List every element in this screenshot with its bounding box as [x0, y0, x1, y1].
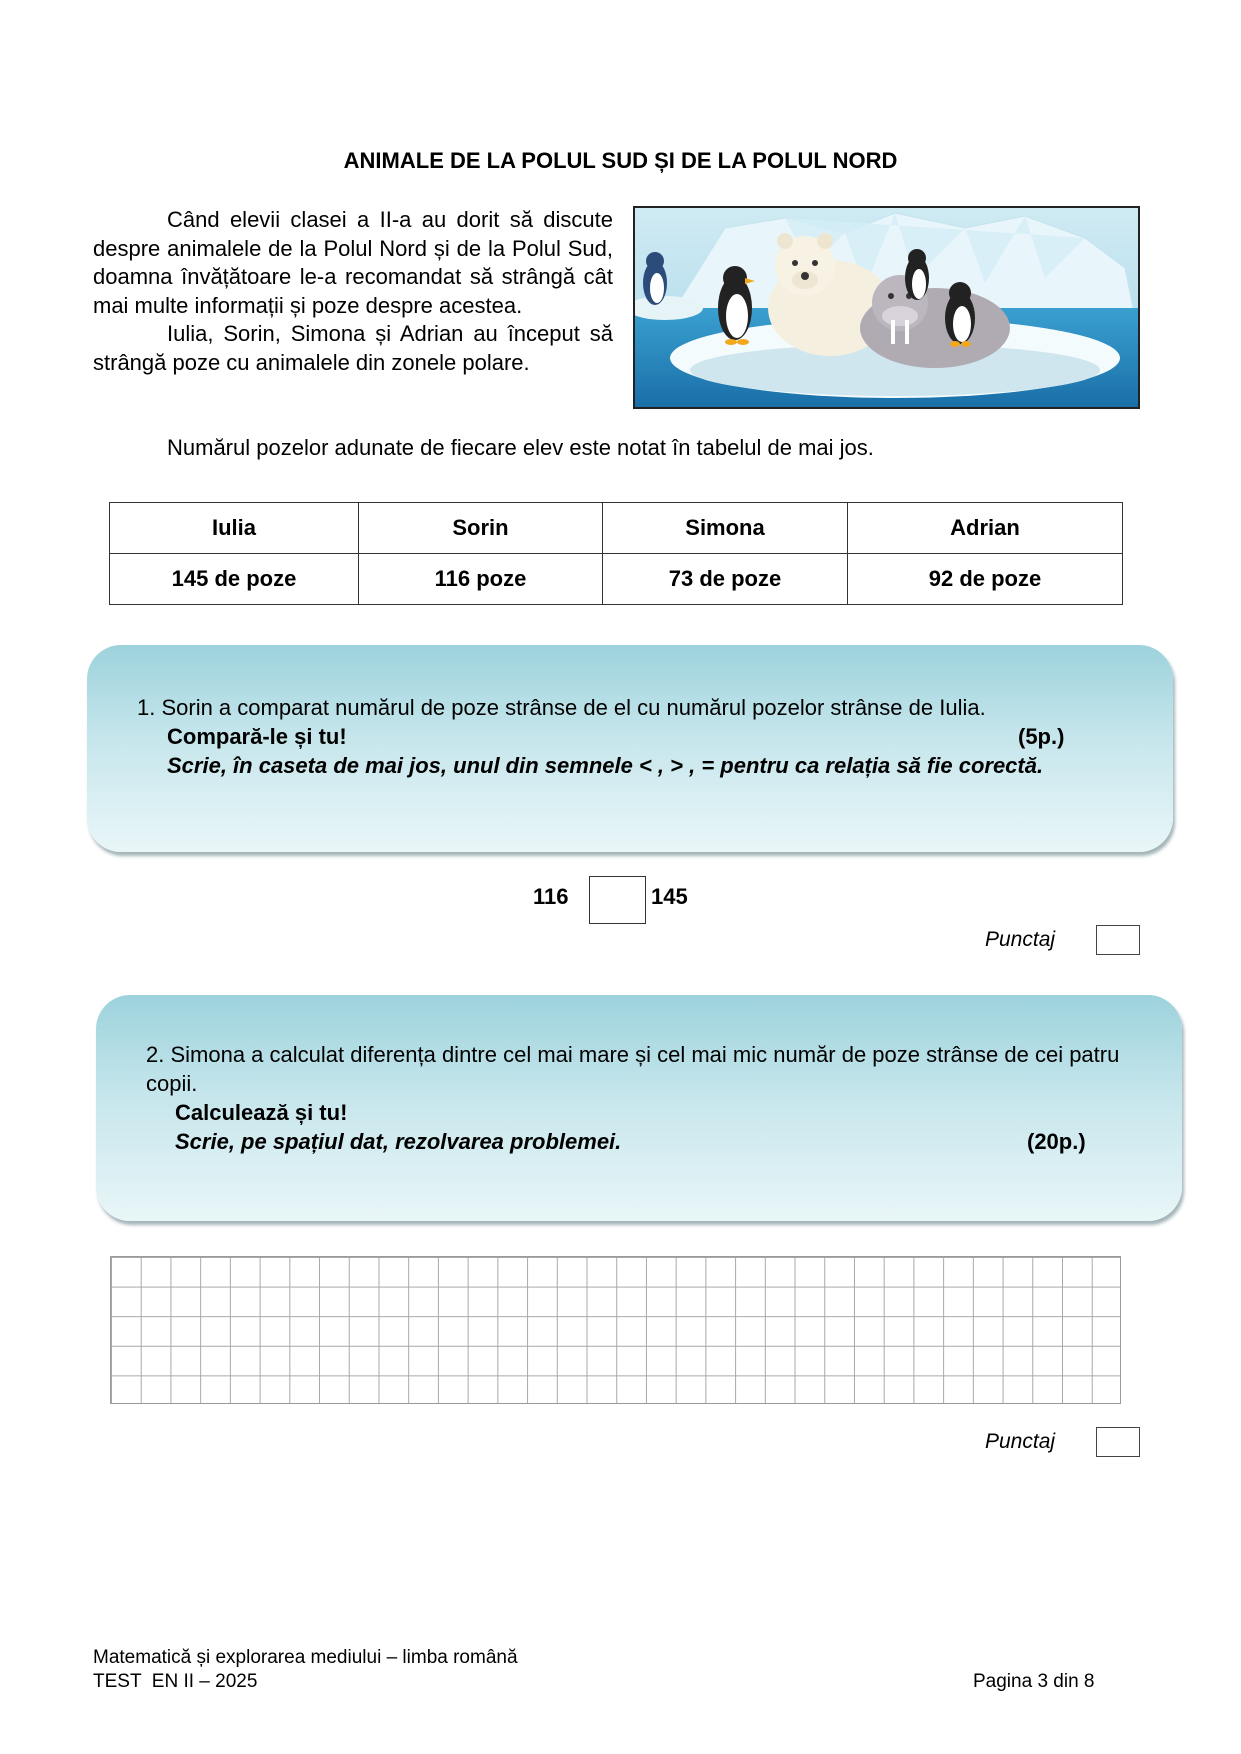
footer-test: TEST EN II – 2025: [93, 1671, 258, 1692]
table-header-cell: Sorin: [359, 503, 603, 554]
table-header-cell: Adrian: [848, 503, 1123, 554]
table-header-cell: Iulia: [110, 503, 359, 554]
footer-page-number: Pagina 3 din 8: [973, 1671, 1095, 1692]
table-row: [110, 554, 1123, 605]
table-cell: 73 de poze: [603, 554, 848, 605]
table-cell: 116 poze: [359, 554, 603, 605]
footer-subject: Matematică și explorarea mediului – limba română: [93, 1647, 518, 1668]
page-title: ANIMALE DE LA POLUL SUD ȘI DE LA POLUL NORD: [343, 148, 898, 173]
score-label-1: Punctaj: [985, 928, 1056, 951]
photos-table: [109, 502, 1123, 605]
answer-grid[interactable]: [110, 1256, 1121, 1404]
table-header-row: [110, 503, 1123, 554]
score-box-1[interactable]: [1096, 925, 1140, 955]
question-2-points: (20p.): [1027, 1129, 1086, 1154]
table-header-cell: Simona: [603, 503, 848, 554]
question-2-instruction: Calculează și tu!: [175, 1100, 348, 1125]
compare-right-number: 145: [651, 884, 688, 909]
intro-paragraph-2: Iulia, Sorin, Simona și Adrian au început să strângă poze cu animalele din zonele polare.: [93, 321, 613, 375]
table-cell: 145 de poze: [110, 554, 359, 605]
question-1-task: Scrie, în caseta de mai jos, unul din semnele < , > , = pentru ca relația să fie corectă.: [167, 753, 1044, 778]
question-1-text: 1. Sorin a comparat numărul de poze strânse de el cu numărul pozelor strânse de Iulia.: [137, 695, 986, 720]
comparison-answer-box[interactable]: [589, 876, 646, 924]
question-1-points: (5p.): [1018, 724, 1065, 749]
polar-scene-svg: [635, 208, 1138, 407]
intro-paragraph-1: Când elevii clasei a II-a au dorit să discute despre animalele de la Polul Nord și de la Polul Sud, doamna învățătoare le-a recomandat să strângă cât mai multe informații și poze despre acestea.: [93, 207, 613, 318]
intro-paragraph-3: Numărul pozelor adunate de fiecare elev este notat în tabelul de mai jos.: [167, 435, 874, 460]
score-label-2: Punctaj: [985, 1430, 1056, 1453]
table-cell: 92 de poze: [848, 554, 1123, 605]
question-2-text: 2. Simona a calculat diferența dintre cel mai mare și cel mai mic număr de poze strânse de cei patru copii.: [146, 1042, 1120, 1096]
score-box-2[interactable]: [1096, 1427, 1140, 1457]
question-1-instruction: Compară-le și tu!: [167, 724, 347, 749]
question-2-task: Scrie, pe spațiul dat, rezolvarea problemei.: [175, 1129, 622, 1154]
polar-animals-illustration: [633, 206, 1140, 409]
intro-text: [93, 206, 613, 377]
compare-left-number: 116: [533, 884, 569, 909]
